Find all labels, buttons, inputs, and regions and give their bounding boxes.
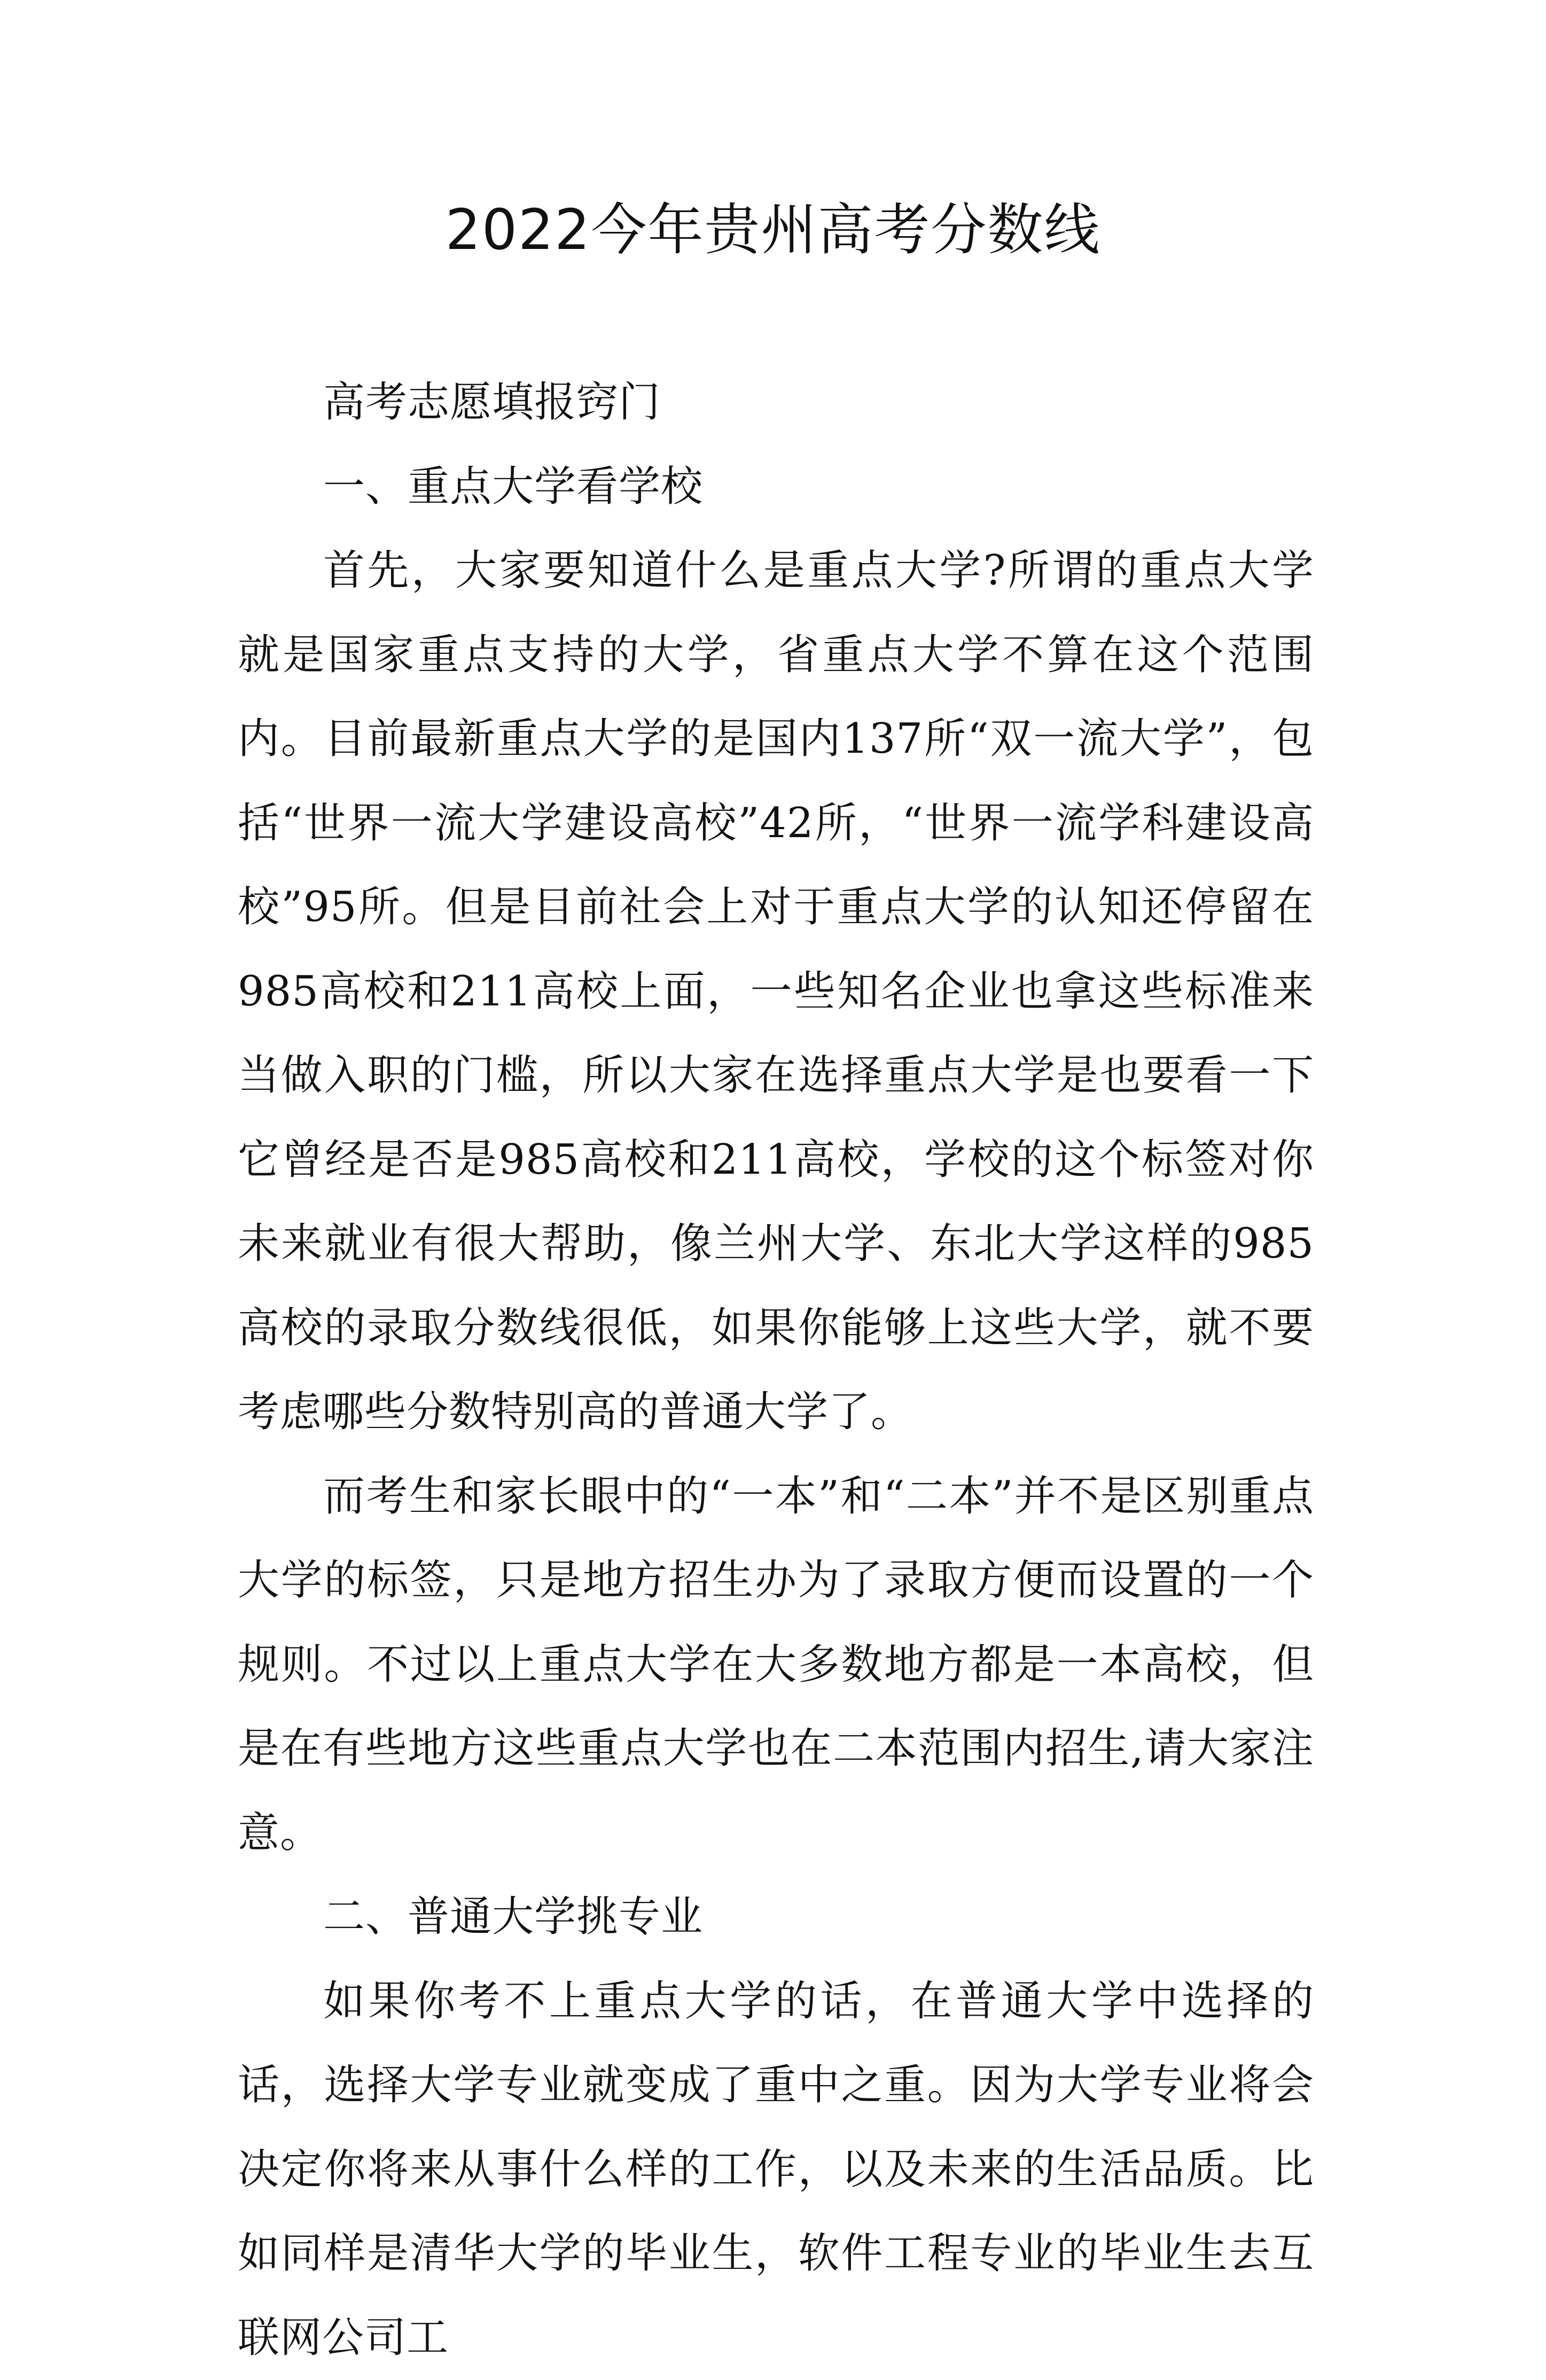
- paragraph-choose-major: 如果你考不上重点大学的话，在普通大学中选择的话，选择大学专业就变成了重中之重。因为大学专业将会决定你将来从事什么样的工作，以及未来的生活品质。比如同样是清华大学的毕业生，软件工程专业的毕业生去互联网公司工: [238, 1960, 1314, 2380]
- paragraph-section-two-heading: 二、普通大学挑专业: [238, 1875, 1314, 1960]
- document-body: [238, 361, 1314, 2380]
- paragraph-key-universities: 首先，大家要知道什么是重点大学?所谓的重点大学就是国家重点支持的大学，省重点大学不算在这个范围内。目前最新重点大学的是国内137所“双一流大学”，包括“世界一流大学建设高校”42所，“世界一流学科建设高校”95所。但是目前社会上对于重点大学的认知还停留在985高校和211高校上面，一些知名企业也拿这些标准来当做入职的门槛，所以大家在选择重点大学是也要看一下它曾经是否是985高校和211高校，学校的这个标签对你未来就业有很大帮助，像兰州大学、东北大学这样的985高校的录取分数线很低，如果你能够上这些大学，就不要考虑哪些分数特别高的普通大学了。: [238, 529, 1314, 1455]
- document-title: 2022今年贵州高考分数线: [0, 192, 1546, 267]
- paragraph-tier-labels: 而考生和家长眼中的“一本”和“二本”并不是区别重点大学的标签，只是地方招生办为了录取方便而设置的一个规则。不过以上重点大学在大多数地方都是一本高校，但是在有些地方这些重点大学也在二本范围内招生,请大家注意。: [238, 1455, 1314, 1876]
- paragraph-heading-tips: 高考志愿填报窍门: [238, 361, 1314, 445]
- paragraph-section-one-heading: 一、重点大学看学校: [238, 445, 1314, 529]
